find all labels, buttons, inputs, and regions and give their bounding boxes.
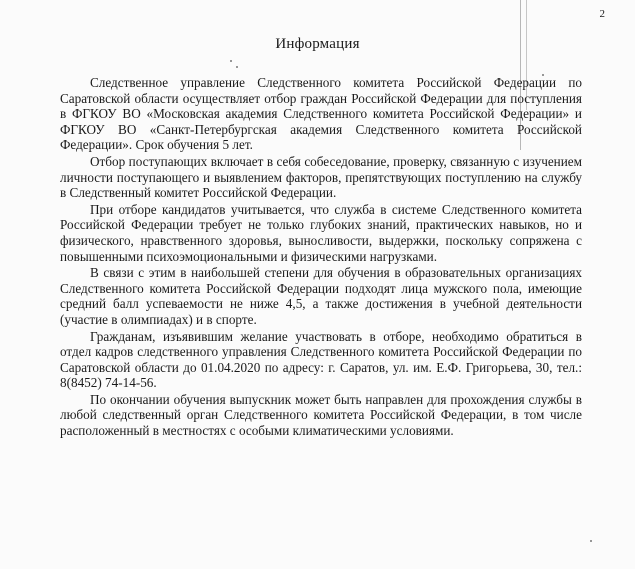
paragraph-recruitment: Следственное управление Следственного комитета Российской Федерации по Саратовской области осуществляет отбор граждан Российской Федерации для поступления в ФГКОУ ВО «Московская академия Следственного комитета Российской Федерации» и ФГКОУ ВО «Санкт-Петербургская академия Следственного комитета Российской Федерации». Срок обучения 5 лет. xyxy=(60,75,582,153)
scan-speck xyxy=(236,66,238,68)
paragraph-service: По окончании обучения выпускник может быть направлен для прохождения службы в любой следственный орган Следственного комитета Российской Федерации, в том числе расположенный в местностях с особыми климатическими условиями. xyxy=(60,391,582,439)
scan-speck xyxy=(230,60,232,62)
paragraph-contact: Гражданам, изъявившим желание участвовать в отборе, необходимо обратиться в отдел кадров следственного управления Следственного комитета Российской Федерации по Саратовской области до 01.04.2020 по адресу: г. Саратов, ул. им. Е.Ф. Григорьева, 30, тел.: 8(8452) 74-14-56. xyxy=(60,328,582,391)
paragraph-requirements: При отборе кандидатов учитывается, что служба в системе Следственного комитета Российской Федерации требует не только глубоких знаний, практических навыков, но и физического, нравственного здоровья, выносливости, выдержки, поскольку сопряжена с повышенными психоэмоциональными и физическими нагрузками. xyxy=(60,201,582,264)
document-body xyxy=(60,75,582,440)
paragraph-candidates: В связи с этим в наибольшей степени для обучения в образовательных организациях Следственного комитета Российской Федерации подходят лица мужского пола, имеющие средний балл успеваемости не ниже 4,5, а также достижения в учебной деятельности (участие в олимпиадах) и в спорте. xyxy=(60,265,582,327)
page-number: 2 xyxy=(599,8,605,20)
scan-speck xyxy=(590,540,592,542)
page-title: Информация xyxy=(275,36,360,52)
paragraph-selection: Отбор поступающих включает в себя собеседование, проверку, связанную с изучением личности поступающего и выявлением факторов, препятствующих поступлению на службу в Следственный комитет Российской Федерации. xyxy=(60,153,582,201)
